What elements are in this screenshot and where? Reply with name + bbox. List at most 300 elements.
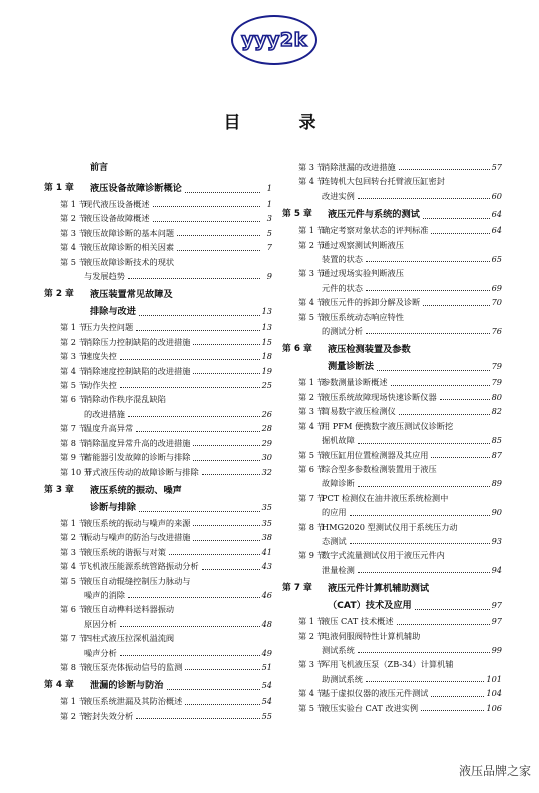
- toc-page-number: 87: [491, 449, 502, 460]
- toc-leader-dots: [136, 330, 259, 331]
- toc-entry-title: 液压泵壳体振动信号的监测: [84, 661, 183, 672]
- toc-page-number: 60: [491, 190, 502, 201]
- toc-leader-dots: [415, 609, 490, 610]
- toc-entry-title: 改进实例: [322, 190, 355, 201]
- toc-entry-label: 第 2 章: [44, 289, 74, 300]
- toc-entry-row[interactable]: [44, 545, 272, 559]
- toc-entry-label: 第 5 节: [298, 449, 325, 460]
- toc-leader-dots: [202, 569, 260, 570]
- toc-page-number: 64: [491, 209, 502, 220]
- toc-entry-title: （CAT）技术及应用: [328, 600, 412, 612]
- toc-entry-label: 第 3 节: [298, 406, 325, 417]
- toc-entry-title: 四柱式液压拉深机溢流阀: [84, 633, 175, 644]
- toc-entry-label: 第 6 节: [60, 604, 87, 615]
- toc-entry-row[interactable]: [282, 548, 502, 562]
- toc-leader-dots: [421, 710, 484, 711]
- toc-page-number: 7: [266, 242, 272, 253]
- toc-entry-row[interactable]: [282, 476, 502, 490]
- toc-page-number: 69: [491, 282, 502, 293]
- toc-page-number: 25: [261, 380, 272, 391]
- toc-entry-label: 第 8 节: [60, 661, 87, 672]
- toc-entry-title: 液压故障诊断技术的现状: [84, 256, 175, 267]
- toc-leader-dots: [366, 290, 490, 291]
- logo: [231, 15, 317, 65]
- toc-page-number: 82: [491, 406, 502, 417]
- toc-chapter-row[interactable]: [44, 677, 272, 694]
- toc-chapter-row[interactable]: [44, 482, 272, 499]
- toc-entry-label: 第 7 节: [60, 633, 87, 644]
- toc-page-number: 1: [266, 199, 272, 209]
- toc-leader-dots: [185, 669, 259, 670]
- toc-entry-row[interactable]: [44, 530, 272, 544]
- toc-entry-title: 电液伺服阀特性计算机辅助: [322, 630, 421, 641]
- toc-entry-row[interactable]: [282, 238, 502, 252]
- toc-entry-row[interactable]: [282, 462, 502, 476]
- toc-page-number: 101: [486, 673, 502, 684]
- toc-leader-dots: [440, 399, 490, 400]
- toc-entry-label: 第 1 节: [298, 225, 325, 236]
- toc-entry-title: 测试系统: [322, 644, 355, 655]
- toc-entry-title: 液压缸用位置检测器及其应用: [322, 449, 429, 460]
- toc-leader-dots: [128, 416, 260, 417]
- toc-leader-dots: [153, 206, 260, 207]
- toc-entry-title: 速度失控: [84, 351, 117, 362]
- toc-entry-title: 用 PFM 便携数字液压测试仪诊断挖: [322, 420, 454, 431]
- toc-leader-dots: [177, 250, 260, 251]
- toc-entry-title: 液压系统的谐振与对策: [84, 546, 166, 557]
- toc-page-number: 54: [261, 696, 272, 707]
- toc-page-number: 5: [266, 227, 272, 238]
- toc-entry-title: 消除动作秩序混乱缺陷: [84, 394, 166, 405]
- toc-entry-label: 第 3 节: [298, 268, 325, 279]
- toc-entry-title: 排除与改进: [90, 306, 136, 318]
- toc-entry-row[interactable]: [282, 657, 502, 671]
- toc-chapter-row[interactable]: [282, 597, 502, 614]
- toc-page-number: 30: [261, 452, 272, 463]
- toc-entry-title: 液压设备故障概述: [84, 213, 150, 224]
- toc-entry-row[interactable]: [282, 701, 502, 715]
- toc-entry-title: 的应用: [322, 507, 347, 518]
- toc-entry-label: 第 6 章: [282, 344, 312, 355]
- toc-leader-dots: [139, 511, 260, 512]
- toc-entry-title: 液压元件计算机辅助测试: [328, 583, 430, 595]
- toc-entry-row[interactable]: [282, 614, 502, 628]
- toc-page-number: 9: [266, 271, 272, 282]
- toc-page-number: 106: [486, 702, 502, 713]
- toc-entry-title: 泄漏的诊断与防治: [90, 680, 164, 692]
- toc-entry-row[interactable]: [44, 407, 272, 421]
- toc-entry-label: 第 9 节: [298, 550, 325, 561]
- toc-page-number: 70: [491, 297, 502, 308]
- toc-leader-dots: [358, 572, 490, 573]
- toc-entry-row[interactable]: [282, 295, 502, 309]
- toc-entry-row[interactable]: [44, 211, 272, 225]
- toc-entry-label: 第 5 节: [298, 702, 325, 713]
- toc-entry-label: 第 2 节: [298, 391, 325, 402]
- toc-entry-row[interactable]: [282, 534, 502, 548]
- toc-entry-label: 第 5 节: [60, 380, 87, 391]
- toc-entry-row[interactable]: [44, 349, 272, 363]
- page-title: 目 录: [223, 113, 342, 133]
- toc-page-number: 41: [261, 546, 272, 557]
- toc-entry-row[interactable]: [282, 505, 502, 519]
- toc-entry-title: 消除泄漏的改进措施: [322, 162, 396, 172]
- toc-entry-label: 第 2 节: [298, 239, 325, 250]
- toc-leader-dots: [350, 515, 490, 516]
- toc-leader-dots: [128, 278, 260, 279]
- toc-page-number: 29: [261, 437, 272, 448]
- toc-chapter-row[interactable]: [44, 499, 272, 516]
- toc-entry-row[interactable]: [44, 709, 272, 723]
- toc-page-number: 18: [261, 351, 272, 362]
- toc-page-number: 80: [491, 391, 502, 402]
- toc-page-number: 3: [266, 213, 272, 224]
- toc-entry-label: 第 1 节: [60, 517, 87, 528]
- toc-leader-dots: [366, 333, 490, 334]
- toc-entry-label: 第 4 节: [60, 561, 87, 572]
- toc-page-number: 51: [261, 661, 272, 672]
- toc-entry-label: 第 4 节: [298, 420, 325, 431]
- toc-entry-title: 开式液压传动的故障诊断与排除: [84, 466, 199, 477]
- toc-entry-label: 第 1 节: [60, 199, 87, 209]
- toc-entry-title: 的改进措施: [84, 408, 125, 419]
- toc-entry-row[interactable]: [282, 390, 502, 404]
- toc-entry-label: 第 3 节: [298, 659, 325, 670]
- toc-entry-title: 液压实验台 CAT 改进实例: [322, 702, 419, 713]
- toc-page-number: 46: [261, 589, 272, 600]
- toc-entry-title: 飞机液压能源系统管路振动分析: [84, 561, 199, 572]
- toc-entry-title: 的测试分析: [322, 326, 363, 337]
- toc-leader-dots: [169, 554, 260, 555]
- toc-entry-row[interactable]: [282, 520, 502, 534]
- toc-page-number: 89: [491, 478, 502, 489]
- toc-entry-row[interactable]: [44, 255, 272, 269]
- toc-entry-title: 液压装置常见故障及: [90, 289, 173, 301]
- toc-entry-title: 噪声的消除: [84, 589, 125, 600]
- toc-entry-row[interactable]: [44, 226, 272, 240]
- toc-leader-dots: [358, 198, 490, 199]
- toc-entry-title: 装置的状态: [322, 254, 363, 265]
- toc-entry-label: 第 4 节: [298, 688, 325, 699]
- toc-entry-row[interactable]: [44, 378, 272, 392]
- toc-entry-label: 第 1 节: [298, 616, 325, 627]
- toc-entry-title: 诊断与排除: [90, 501, 136, 513]
- toc-entry-label: 第 8 节: [60, 437, 87, 448]
- toc-entry-title: 振动与噪声的防治与改进措施: [84, 532, 191, 543]
- toc-entry-label: 第 2 节: [298, 630, 325, 641]
- toc-entry-row[interactable]: [44, 694, 272, 708]
- toc-page-number: 28: [261, 423, 272, 434]
- toc-page-number: 57: [491, 162, 502, 172]
- toc-entry-title: 液压系统的振动、噪声: [90, 484, 182, 496]
- toc-entry-title: 泄量检测: [322, 564, 355, 575]
- toc-entry-title: 噪声分析: [84, 647, 117, 658]
- toc-leader-dots: [202, 474, 260, 475]
- toc-entry-row[interactable]: [44, 240, 272, 254]
- toc-entry-row[interactable]: [282, 643, 502, 657]
- toc-page-number: 38: [261, 532, 272, 543]
- toc-page-number: 43: [261, 561, 272, 572]
- toc-entry-row[interactable]: [44, 197, 272, 211]
- toc-entry-label: 第 4 节: [60, 242, 87, 253]
- toc-entry-title: 蓄能器引发故障的诊断与排除: [84, 452, 191, 463]
- toc-entry-row[interactable]: [44, 436, 272, 450]
- toc-page-number: 26: [261, 408, 272, 419]
- toc-page-number: 104: [486, 688, 502, 699]
- toc-page-number: 97: [491, 600, 502, 611]
- toc-entry-label: 第 5 节: [298, 311, 325, 322]
- toc-page-number: 15: [261, 336, 272, 347]
- toc-entry-title: 简易数字液压检测仪: [322, 406, 396, 417]
- toc-entry-label: 第 1 章: [44, 183, 74, 193]
- toc-page-number: 1: [266, 183, 272, 193]
- toc-entry-row[interactable]: [44, 160, 272, 177]
- toc-page-number: 19: [261, 365, 272, 376]
- toc-entry-label: 第 1 节: [298, 377, 325, 388]
- toc-entry-label: 第 4 章: [44, 680, 74, 691]
- toc-entry-row[interactable]: [282, 419, 502, 433]
- toc-entry-title: 温度升高异常: [84, 423, 134, 434]
- toc-page-number: 99: [491, 644, 502, 655]
- toc-entry-row[interactable]: [282, 491, 502, 505]
- toc-leader-dots: [136, 431, 259, 432]
- toc-leader-dots: [139, 315, 260, 316]
- toc-entry-label: 第 6 节: [60, 394, 87, 405]
- toc-entry-title: 测量诊断法: [328, 361, 374, 373]
- toc-entry-title: PCT 检测仪在油井液压系统检测中: [322, 492, 449, 503]
- toc-entry-label: 第 2 节: [60, 336, 87, 347]
- toc-leader-dots: [120, 655, 260, 656]
- toc-entry-row[interactable]: [282, 252, 502, 266]
- toc-entry-title: 态测试: [322, 535, 347, 546]
- toc-entry-title: 前言: [90, 163, 109, 173]
- toc-entry-row[interactable]: [44, 646, 272, 660]
- watermark: 液压品牌之家: [458, 764, 531, 778]
- toc-leader-dots: [391, 385, 490, 386]
- toc-entry-label: 第 4 节: [60, 365, 87, 376]
- toc-left-column: [44, 160, 272, 723]
- toc-leader-dots: [193, 460, 259, 461]
- toc-entry-row[interactable]: [44, 660, 272, 674]
- toc-entry-title: 数字式流量测试仪用于液压元件内: [322, 550, 445, 561]
- toc-entry-title: 液压元件与系统的测试: [328, 209, 420, 221]
- toc-entry-row[interactable]: [44, 574, 272, 588]
- toc-entry-title: 军用飞机液压泵（ZB-34）计算机辅: [322, 659, 454, 670]
- toc-chapter-row[interactable]: [282, 358, 502, 375]
- toc-entry-title: 液压故障诊断的相关因素: [84, 242, 175, 253]
- toc-entry-title: 消除温度异常升高的改进措施: [84, 437, 191, 448]
- toc-entry-row[interactable]: [282, 189, 502, 203]
- toc-entry-label: 第 1 节: [60, 696, 87, 707]
- toc-entry-row[interactable]: [282, 629, 502, 643]
- toc-entry-label: 第 2 节: [60, 213, 87, 224]
- logo-text: yyy2k: [241, 29, 307, 51]
- toc-chapter-row[interactable]: [44, 303, 272, 320]
- toc-leader-dots: [193, 540, 259, 541]
- toc-page-number: 35: [261, 517, 272, 528]
- toc-entry-row[interactable]: [282, 375, 502, 389]
- toc-entry-title: 通过观察测试判断液压: [322, 239, 404, 250]
- toc-entry-label: 第 3 节: [298, 162, 325, 172]
- toc-page-number: 49: [261, 647, 272, 658]
- toc-entry-row[interactable]: [44, 392, 272, 406]
- toc-page-number: 85: [491, 435, 502, 446]
- toc-page-number: 65: [491, 254, 502, 265]
- toc-page-number: 97: [491, 616, 502, 627]
- toc-leader-dots: [358, 486, 490, 487]
- toc-leader-dots: [193, 525, 259, 526]
- toc-entry-label: 第 3 章: [44, 484, 74, 495]
- toc-entry-row[interactable]: [44, 320, 272, 334]
- toc-entry-row[interactable]: [44, 588, 272, 602]
- toc-entry-title: 通过现场实验判断液压: [322, 268, 404, 279]
- toc-entry-title: 液压检测装置及参数: [328, 344, 411, 356]
- toc-entry-row[interactable]: [282, 686, 502, 700]
- toc-leader-dots: [177, 235, 260, 236]
- toc-entry-label: 第 4 节: [298, 176, 325, 187]
- toc-leader-dots: [136, 718, 259, 719]
- toc-page-number: 55: [261, 710, 272, 721]
- toc-entry-title: 现代液压设备概述: [84, 199, 150, 209]
- toc-entry-title: 液压故障诊断的基本问题: [84, 227, 175, 238]
- toc-chapter-row[interactable]: [44, 180, 272, 197]
- toc-leader-dots: [431, 457, 489, 458]
- toc-entry-title: 压力失控问题: [84, 322, 134, 333]
- toc-entry-row[interactable]: [282, 310, 502, 324]
- toc-entry-row[interactable]: [282, 672, 502, 686]
- toc-entry-label: 第 7 章: [282, 583, 312, 594]
- toc-leader-dots: [377, 370, 490, 371]
- toc-entry-title: 液压系统动态响应特性: [322, 311, 404, 322]
- toc-entry-label: 第 9 节: [60, 452, 87, 463]
- toc-entry-title: 原因分析: [84, 618, 117, 629]
- toc-entry-row[interactable]: [44, 335, 272, 349]
- toc-entry-title: 动作失控: [84, 380, 117, 391]
- toc-entry-row[interactable]: [44, 364, 272, 378]
- toc-entry-label: 第 5 节: [60, 256, 87, 267]
- toc-entry-label: 第 3 节: [60, 546, 87, 557]
- toc-entry-row[interactable]: [282, 174, 502, 188]
- toc-entry-title: 确定考察对象状态的评判标准: [322, 225, 429, 236]
- toc-entry-title: 液压元件的拆卸分解及诊断: [322, 297, 421, 308]
- toc-page-number: 35: [261, 501, 272, 512]
- toc-entry-row[interactable]: [282, 433, 502, 447]
- toc-entry-row[interactable]: [44, 269, 272, 283]
- toc-leader-dots: [423, 305, 489, 306]
- toc-entry-title: 消除压力控制缺陷的改进措施: [84, 336, 191, 347]
- toc-entry-label: 第 6 节: [298, 463, 325, 474]
- toc-leader-dots: [185, 704, 259, 705]
- toc-page-number: 64: [491, 225, 502, 236]
- toc-page-number: 90: [491, 507, 502, 518]
- toc-entry-title: 综合型多参数检测装置用于液压: [322, 463, 437, 474]
- toc-entry-row[interactable]: [44, 421, 272, 435]
- toc-right-column: [282, 160, 502, 715]
- toc-entry-label: 第 3 节: [60, 351, 87, 362]
- toc-leader-dots: [399, 169, 490, 170]
- toc-entry-row[interactable]: [44, 450, 272, 464]
- toc-entry-title: 掘机故障: [322, 435, 355, 446]
- toc-entry-row[interactable]: [44, 559, 272, 573]
- toc-page-number: 32: [261, 466, 272, 477]
- toc-entry-row[interactable]: [282, 281, 502, 295]
- toc-leader-dots: [358, 443, 490, 444]
- toc-leader-dots: [366, 261, 490, 262]
- toc-chapter-row[interactable]: [282, 341, 502, 358]
- toc-page-number: 76: [491, 326, 502, 337]
- toc-entry-row[interactable]: [282, 448, 502, 462]
- toc-entry-title: 液压设备故障诊断概论: [90, 183, 182, 194]
- toc-entry-title: 液压自动辊缝控制压力脉动与: [84, 575, 191, 586]
- toc-page-number: 13: [261, 306, 272, 317]
- toc-leader-dots: [128, 597, 260, 598]
- toc-entry-row[interactable]: [282, 324, 502, 338]
- toc-page-number: 79: [491, 377, 502, 388]
- toc-leader-dots: [193, 445, 259, 446]
- toc-page-number: 13: [261, 322, 272, 333]
- toc-entry-title: 液压自动榫料送料器振动: [84, 604, 175, 615]
- toc-entry-row[interactable]: [44, 602, 272, 616]
- toc-leader-dots: [399, 414, 490, 415]
- toc-page-number: 94: [491, 564, 502, 575]
- toc-leader-dots: [366, 681, 484, 682]
- toc-entry-label: 第 3 节: [60, 227, 87, 238]
- toc-chapter-row[interactable]: [44, 286, 272, 303]
- toc-entry-row[interactable]: [282, 223, 502, 237]
- toc-entry-label: 第 8 节: [298, 521, 325, 532]
- toc-entry-title: 助测试系统: [322, 673, 363, 684]
- toc-entry-row[interactable]: [282, 404, 502, 418]
- toc-entry-label: 第 5 章: [282, 209, 312, 220]
- toc-entry-label: 第 7 节: [298, 492, 325, 503]
- toc-leader-dots: [431, 233, 489, 234]
- toc-page-number: 54: [261, 680, 272, 691]
- toc-entry-title: 故障诊断: [322, 478, 355, 489]
- toc-leader-dots: [193, 344, 259, 345]
- toc-entry-title: 连铸机大包回转台托臂液压缸密封: [322, 176, 445, 187]
- toc-entry-label: 第 5 节: [60, 575, 87, 586]
- toc-leader-dots: [167, 689, 260, 690]
- toc-leader-dots: [431, 696, 484, 697]
- toc-entry-label: 第 2 节: [60, 710, 87, 721]
- toc-chapter-row[interactable]: [282, 580, 502, 597]
- toc-entry-label: 第 1 节: [60, 322, 87, 333]
- toc-chapter-row[interactable]: [282, 206, 502, 223]
- toc-leader-dots: [350, 543, 490, 544]
- toc-entry-title: HMG2020 型测试仪用于系统压力动: [322, 521, 458, 532]
- toc-entry-row[interactable]: [44, 617, 272, 631]
- toc-leader-dots: [397, 624, 490, 625]
- toc-leader-dots: [358, 652, 490, 653]
- toc-entry-row[interactable]: [44, 516, 272, 530]
- toc-entry-title: 元件的状态: [322, 282, 363, 293]
- toc-entry-title: 液压 CAT 技术概述: [322, 616, 394, 627]
- toc-leader-dots: [153, 221, 260, 222]
- toc-entry-title: 液压系统泄漏及其防治概述: [84, 696, 183, 707]
- toc-entry-row[interactable]: [44, 631, 272, 645]
- toc-entry-title: 基于虚拟仪器的液压元件测试: [322, 688, 429, 699]
- toc-entry-label: 第 2 节: [60, 532, 87, 543]
- toc-leader-dots: [120, 626, 260, 627]
- toc-page-number: 79: [491, 361, 502, 372]
- toc-entry-row[interactable]: [282, 266, 502, 280]
- toc-entry-row[interactable]: [44, 465, 272, 479]
- toc-entry-row[interactable]: [282, 563, 502, 577]
- toc-entry-row[interactable]: [282, 160, 502, 174]
- toc-leader-dots: [120, 359, 260, 360]
- toc-entry-title: 消除速度控制缺陷的改进措施: [84, 365, 191, 376]
- toc-leader-dots: [120, 387, 260, 388]
